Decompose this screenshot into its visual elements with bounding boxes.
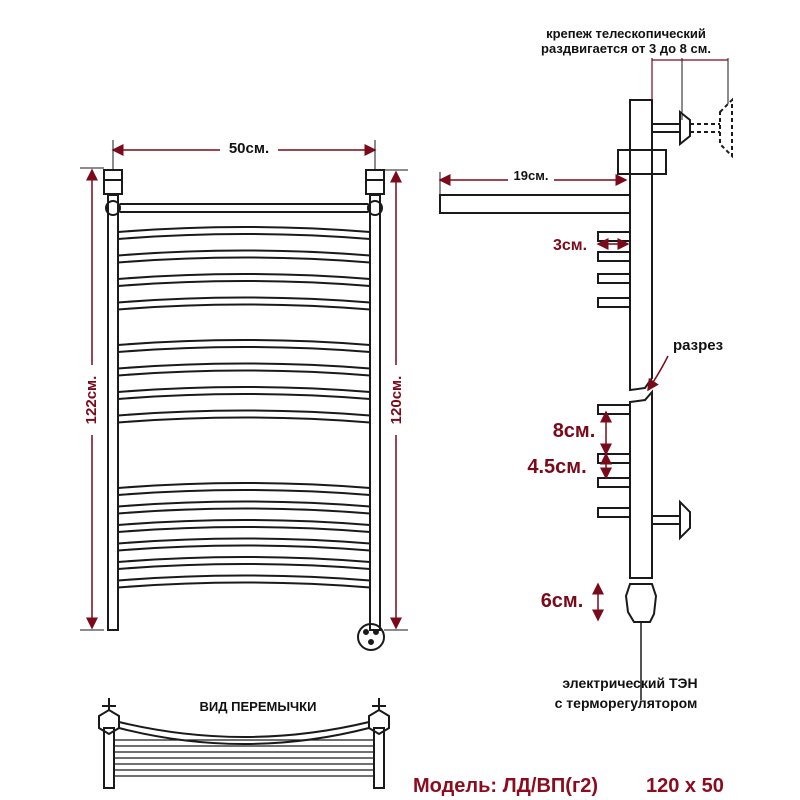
jumper-right-nut (369, 710, 389, 734)
jumper-curve (119, 722, 369, 737)
front-bar (118, 298, 370, 303)
front-bar (118, 227, 370, 232)
dim-section-gap (553, 412, 606, 454)
front-bar (118, 340, 370, 345)
side-fin (598, 274, 630, 283)
side-fins (598, 232, 630, 517)
front-bar (118, 364, 370, 369)
front-bar (118, 483, 370, 488)
front-bar (118, 274, 370, 279)
side-fin (598, 454, 630, 463)
side-view (440, 100, 732, 700)
front-bar (118, 502, 370, 507)
front-bar (118, 539, 370, 544)
dim-width-top (113, 138, 375, 170)
side-fin (598, 508, 630, 517)
heater-note-line2: с терморегулятором (554, 695, 698, 711)
dim-heater-offset-label: 6см. (540, 590, 584, 612)
dim-total-height-label: 122см. (83, 375, 100, 425)
right-top-fitting (366, 170, 384, 194)
dim-side-depth-label: 19см. (513, 168, 549, 183)
front-bar (118, 387, 370, 392)
side-fin (598, 298, 630, 307)
model-size: 120 х 50 (646, 775, 724, 797)
section-cut-label: разрез (672, 337, 724, 354)
model-caption (413, 775, 724, 797)
side-fin (598, 478, 630, 487)
upper-clamp (618, 150, 666, 174)
front-bar (118, 251, 370, 256)
side-fin (598, 405, 630, 414)
dim-inner-height (384, 170, 408, 630)
jumper-bars (114, 740, 374, 776)
side-shelf-arm (440, 195, 630, 213)
side-fin (598, 232, 630, 241)
front-bars (118, 227, 370, 588)
dim-heater-offset (541, 584, 598, 620)
front-bar (118, 576, 370, 581)
front-bar (118, 557, 370, 562)
dim-side-depth (440, 167, 626, 195)
jumper-left-post (104, 728, 114, 788)
mount-note (541, 26, 728, 120)
dim-section-gap-label: 8см. (552, 420, 596, 442)
dim-width-label: 50см. (228, 140, 270, 157)
lower-mount-foot (680, 502, 690, 538)
side-fin (598, 252, 630, 261)
dim-total-height (80, 168, 104, 630)
dim-small-gap (527, 454, 606, 478)
section-cut-note (648, 337, 723, 390)
model-prefix: Модель: ЛД/ВП(г2) (413, 775, 599, 797)
dim-small-gap-label: 4.5см. (527, 456, 587, 478)
side-lower-post (630, 392, 652, 578)
left-post (108, 195, 118, 630)
upper-mount-foot-extended (720, 100, 732, 156)
heater-element (626, 584, 656, 622)
side-upper-post (630, 100, 652, 390)
mount-note-line1: крепеж телескопический (546, 26, 706, 41)
heater-note (555, 675, 698, 711)
jumper-right-post (374, 728, 384, 788)
front-bar (118, 520, 370, 525)
right-post (370, 195, 380, 630)
jumper-view-label: ВИД ПЕРЕМЫЧКИ (199, 699, 317, 714)
front-bar (118, 411, 370, 416)
dim-tube-spacing-label: 3см. (552, 237, 588, 254)
mount-note-line2: раздвигается от 3 до 8 см. (541, 41, 711, 56)
heater-note-line1: электрический ТЭН (562, 675, 698, 691)
dim-inner-height-label: 120см. (388, 375, 405, 425)
front-view (104, 170, 384, 650)
jumper-left-nut (99, 710, 119, 734)
left-top-fitting (104, 170, 122, 194)
